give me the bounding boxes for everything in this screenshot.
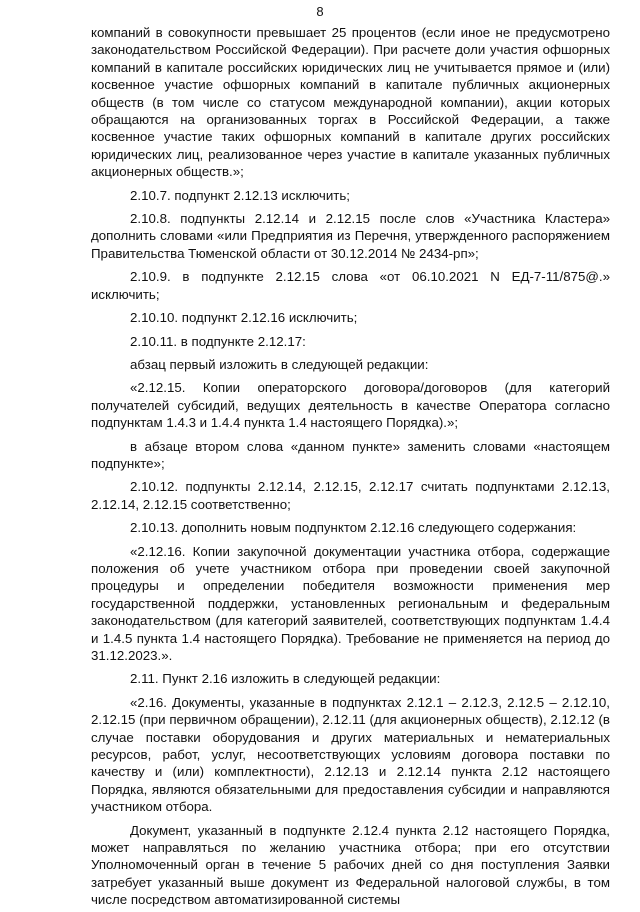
paragraph: «2.16. Документы, указанные в подпунктах 2.12.1 – 2.12.3, 2.12.5 – 2.12.10, 2.12.15 (при первичном обращении), 2.12.11 (для акционерных обществ), 2.12.12 (в случае поставки оборудования и других материальных и нематериальных ресурсов, работ, услуг, несоответствующих условиям договора поставки по качеству и (или) комплектности), 2.12.13 и 2.12.14 пункта 2.12 настоящего Порядка, являются обязательными для предоставления субсидии и направляются участником отбора. <box>91 694 610 815</box>
page-number: 8 <box>316 4 324 19</box>
paragraph: 2.10.12. подпункты 2.12.14, 2.12.15, 2.12.17 считать подпунктами 2.12.13, 2.12.14, 2.12.15 соответственно; <box>91 479 610 512</box>
paragraph: абзац первый изложить в следующей редакции: <box>130 356 429 372</box>
paragraph: 2.10.7. подпункт 2.12.13 исключить; <box>130 187 350 203</box>
paragraph: 2.10.10. подпункт 2.12.16 исключить; <box>130 310 358 326</box>
paragraph: 2.10.11. в подпункте 2.12.17: <box>130 333 306 349</box>
paragraph: 2.10.13. дополнить новым подпунктом 2.12.16 следующего содержания: <box>130 520 577 536</box>
paragraph: в абзаце втором слова «данном пункте» заменить словами «настоящем подпункте»; <box>91 438 610 471</box>
paragraph: 2.11. Пункт 2.16 изложить в следующей редакции: <box>130 671 441 687</box>
paragraph: «2.12.16. Копии закупочной документации участника отбора, содержащие положения об учете участником отбора при проведении своей закупочной процедуры и определении победителя возможности применения мер государственной поддержки, установленных региональным и федеральным законодательством (для категорий заявителей, соответствующих подпунктам 1.4.4 и 1.4.5 пункта 1.4 настоящего Порядка). Требование не применяется на период до 31.12.2023.». <box>91 543 610 663</box>
paragraph: Документ, указанный в подпункте 2.12.4 пункта 2.12 настоящего Порядка, может направляться по желанию участника отбора; при его отсутствии Уполномоченный орган в течение 5 рабочих дней со дня поступления Заявки затребует указанный выше документ из Федеральной налоговой службы, в том числе посредством автоматизированной системы <box>91 822 610 908</box>
paragraph: 2.10.9. в подпункте 2.12.15 слова «от 06.10.2021 N ЕД-7-11/875@.» исключить; <box>91 269 610 302</box>
paragraph: компаний в совокупности превышает 25 процентов (если иное не предусмотрено законодательством Российской Федерации). При расчете доли участия офшорных компаний в капитале российских юридических лиц не учитывается прямое и (или) косвенное участие офшорных компаний в капитале публичных акционерных обществ (в том числе со статусом международной компании), акции которых обращаются на организованных торгах в Российской Федерации, а также косвенное участие таких офшорных компаний в капитале других российских юридических лиц, реализованное через участие в капитале указанных публичных акционерных обществ.»; <box>91 25 610 180</box>
paragraph: 2.10.8. подпункты 2.12.14 и 2.12.15 после слов «Участника Кластера» дополнить словами «или Предприятия из Перечня, утвержденного распоряжением Правительства Тюменской области от 30.12.2014 № 2434-рп»; <box>91 211 610 261</box>
document-body <box>91 24 610 912</box>
paragraph: «2.12.15. Копии операторского договора/договоров (для категорий получателей субсидий, ведущих деятельность в качестве Оператора согласно подпунктам 1.4.3 и 1.4.4 пункта 1.4 настоящего Порядка).»; <box>91 380 610 431</box>
